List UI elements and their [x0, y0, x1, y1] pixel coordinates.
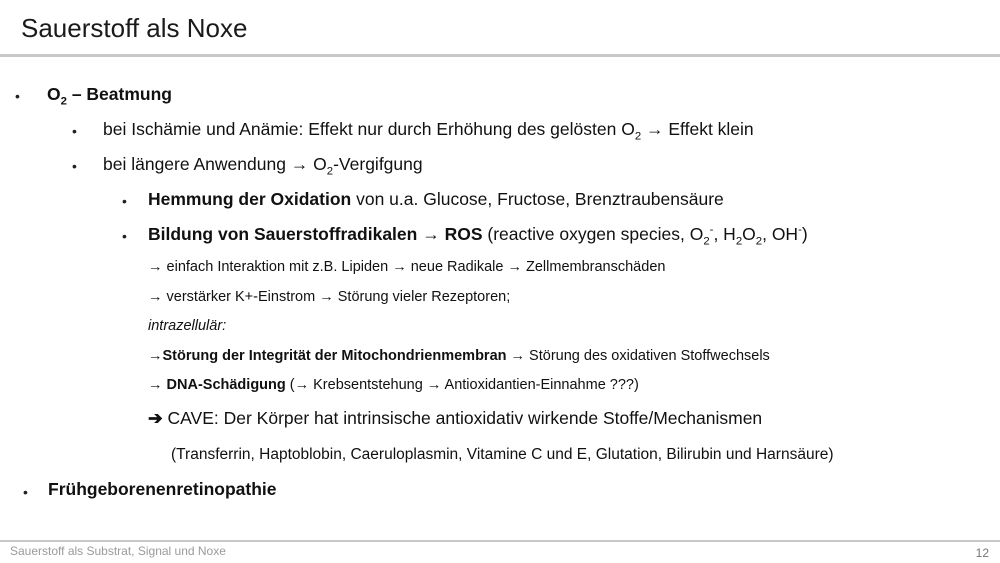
arrow-icon: → [422, 224, 440, 244]
arrow-icon: → [646, 119, 664, 139]
arrow-icon: → [148, 259, 163, 275]
arrow-icon: → [426, 377, 442, 393]
detail-stoffe: (Transferrin, Haptoblobin, Caeruloplasmin, Vitamine C und E, Glutation, Bilirubin und Harnsäure) [171, 446, 834, 463]
arrow-icon: → [148, 289, 163, 305]
bullet: • [122, 228, 127, 244]
arrow-icon: → [319, 289, 334, 305]
bullet: • [72, 123, 77, 139]
detail-kplus: → verstärker K+-Einstrom → Störung vieler Rezeptoren; [148, 289, 511, 305]
detail-dna: → DNA-Schädigung (→ Krebsentstehung → Antioxidantien-Einnahme ???) [148, 377, 639, 393]
bullet: • [23, 484, 28, 500]
detail-lipide: → einfach Interaktion mit z.B. Lipiden → neue Radikale → Zellmembranschäden [148, 259, 666, 275]
detail-intrazellulaer: intrazellulär: [148, 318, 227, 334]
footer-text: Sauerstoff als Substrat, Signal und Noxe [10, 544, 226, 558]
title-divider [0, 54, 1000, 57]
list-item-laengere-anwendung: bei längere Anwendung → $O_2$-Vergifgung [103, 154, 423, 178]
arrow-icon: → [294, 377, 310, 393]
arrow-icon: → [507, 259, 522, 275]
page-number: 12 [975, 546, 989, 560]
list-item-fruehgeborenenretinopathie: Frühgeborenenretinopathie [48, 479, 277, 499]
detail-cave: ➔ CAVE: Der Körper hat intrinsische antioxidativ wirkende Stoffe/Mechanismen [148, 408, 763, 428]
arrow-icon: → [392, 259, 407, 275]
arrow-icon: → [148, 377, 163, 393]
list-item-bildung-ros: Bildung von Sauerstoffradikalen → ROS (reactive oxygen species, $O_2^-$, $H_2O_2$, OH-) [148, 224, 808, 248]
arrow-icon: → [148, 348, 163, 364]
footer-divider [0, 540, 1000, 542]
arrow-icon: → [290, 154, 309, 174]
bullet: • [72, 158, 77, 174]
list-item-o2-beatmung: $O_2$ – Beatmung [47, 84, 172, 108]
arrow-icon: → [510, 348, 526, 364]
bullet: • [15, 88, 20, 104]
list-item-hemmung: Hemmung der Oxidation von u.a. Glucose, Fructose, Brenztraubensäure [148, 189, 724, 209]
bullet: • [122, 193, 127, 209]
bold-arrow-icon: ➔ [148, 408, 163, 428]
detail-mitochondrien: →Störung der Integrität der Mitochondrienmembran → Störung des oxidativen Stoffwechsels [148, 348, 770, 364]
list-item-ischaemie: bei Ischämie und Anämie: Effekt nur durch Erhöhung des gelösten $O_2$ → Effekt klein [103, 119, 754, 143]
slide-title: Sauerstoff als Noxe [21, 13, 248, 43]
